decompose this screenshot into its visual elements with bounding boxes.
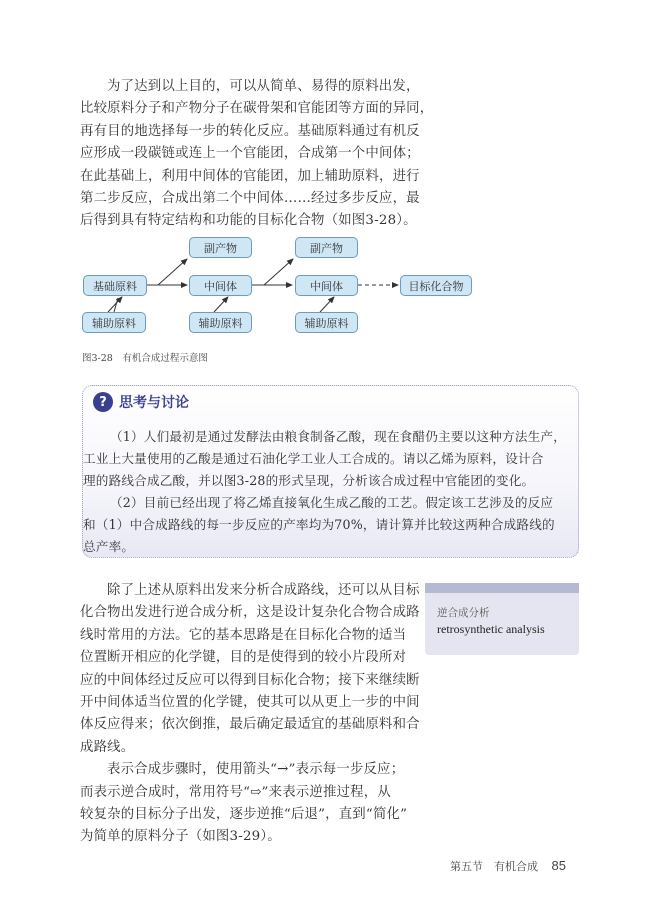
text-line: 应形成一段碳链或连上一个官能团，合成第一个中间体； — [80, 146, 420, 162]
text-line: 在此基础上，利用中间体的官能团，加上辅助原料，进行 — [80, 168, 420, 184]
text-line: （2）目前已经出现了将乙烯直接氧化生成乙酸的工艺。假定该工艺涉及的反应 — [110, 495, 554, 510]
glossary-sidebar — [425, 583, 579, 655]
node-target-compound: 目标化合物 — [400, 275, 472, 296]
text-line: 比较原料分子和产物分子在碳骨架和官能团等方面的异同， — [80, 101, 434, 117]
text-line: 成路线。 — [80, 739, 135, 755]
node-auxiliary-1: 辅助原料 — [82, 312, 146, 333]
question-icon: ? — [93, 392, 113, 412]
node-byproduct-2: 副产物 — [295, 237, 358, 258]
text-line: 位置断开相应的化学键，目的是使得到的较小片段所对 — [80, 650, 407, 666]
text-line: （1）人们最初是通过发酵法由粮食制备乙酸，现在食醋仍主要以这种方法生产， — [110, 429, 566, 444]
node-byproduct-1: 副产物 — [189, 237, 252, 258]
discussion-text — [83, 426, 566, 558]
discussion-title-text: 思考与讨论 — [119, 395, 189, 411]
text-line: 理的路线合成乙酸，并以图3-28的形式呈现，分析该合成过程中官能团的变化。 — [83, 473, 535, 488]
node-auxiliary-2: 辅助原料 — [189, 312, 252, 333]
glossary-term-en: retrosynthetic analysis — [437, 622, 545, 636]
text-line: 较复杂的目标分子出发，逐步逆推“后退”，直到“简化” — [80, 806, 408, 822]
text-line: 总产率。 — [83, 539, 135, 554]
node-intermediate-1: 中间体 — [189, 275, 252, 296]
glossary-term-zh: 逆合成分析 — [437, 607, 490, 619]
text-line: 应的中间体经过反应可以得到目标化合物；接下来继续断 — [80, 672, 420, 688]
text-line: 为了达到以上目的，可以从简单、易得的原料出发， — [107, 79, 420, 94]
text-line: 开中间体适当位置的化学键，使其可以从更上一步的中间 — [80, 694, 420, 710]
text-line: 体反应得来；依次倒推，最后确定最适宜的基础原料和合 — [80, 717, 420, 733]
text-line: 为简单的原料分子（如图3-29）。 — [80, 829, 281, 845]
discussion-box — [82, 385, 579, 558]
text-line: 工业上大量使用的乙酸是通过石油化学工业人工合成的。请以乙烯为原料，设计合 — [83, 451, 544, 466]
text-line: 表示合成步骤时，使用箭头“→”表示每一步反应； — [107, 762, 405, 778]
section-title: 第五节 有机合成 — [450, 860, 538, 873]
node-base-material: 基础原料 — [83, 275, 147, 296]
page-footer — [450, 858, 566, 874]
node-auxiliary-3: 辅助原料 — [295, 312, 358, 333]
text-line: 除了上述从原料出发来分析合成路线，还可以从目标 — [107, 583, 420, 598]
node-intermediate-2: 中间体 — [295, 275, 358, 296]
glossary-band — [425, 583, 579, 593]
text-line: 后得到具有特定结构和功能的目标化合物（如图3-28）。 — [80, 213, 417, 229]
text-line: 线时常用的方法。它的基本思路是在目标化合物的适当 — [80, 627, 407, 643]
diagram-arrows — [0, 0, 658, 360]
text-line: 化合物出发进行逆合成分析，这是设计复杂化合物合成路 — [80, 605, 420, 621]
figure-caption: 图3-28 有机合成过程示意图 — [82, 353, 208, 364]
text-line: 和（1）中合成路线的每一步反应的产率均为70%，请计算并比较这两种合成路线的 — [83, 517, 555, 532]
text-line: 再有目的地选择每一步的转化反应。基础原料通过有机反 — [80, 123, 420, 139]
text-line: 而表示逆合成时，常用符号“⇨”来表示逆推过程，从 — [80, 784, 391, 800]
discussion-title — [93, 392, 189, 412]
page-number: 85 — [551, 858, 566, 873]
retrosynthesis-paragraphs — [80, 580, 420, 849]
text-line: 第二步反应，合成出第二个中间体……经过多步反应，最 — [80, 190, 420, 206]
